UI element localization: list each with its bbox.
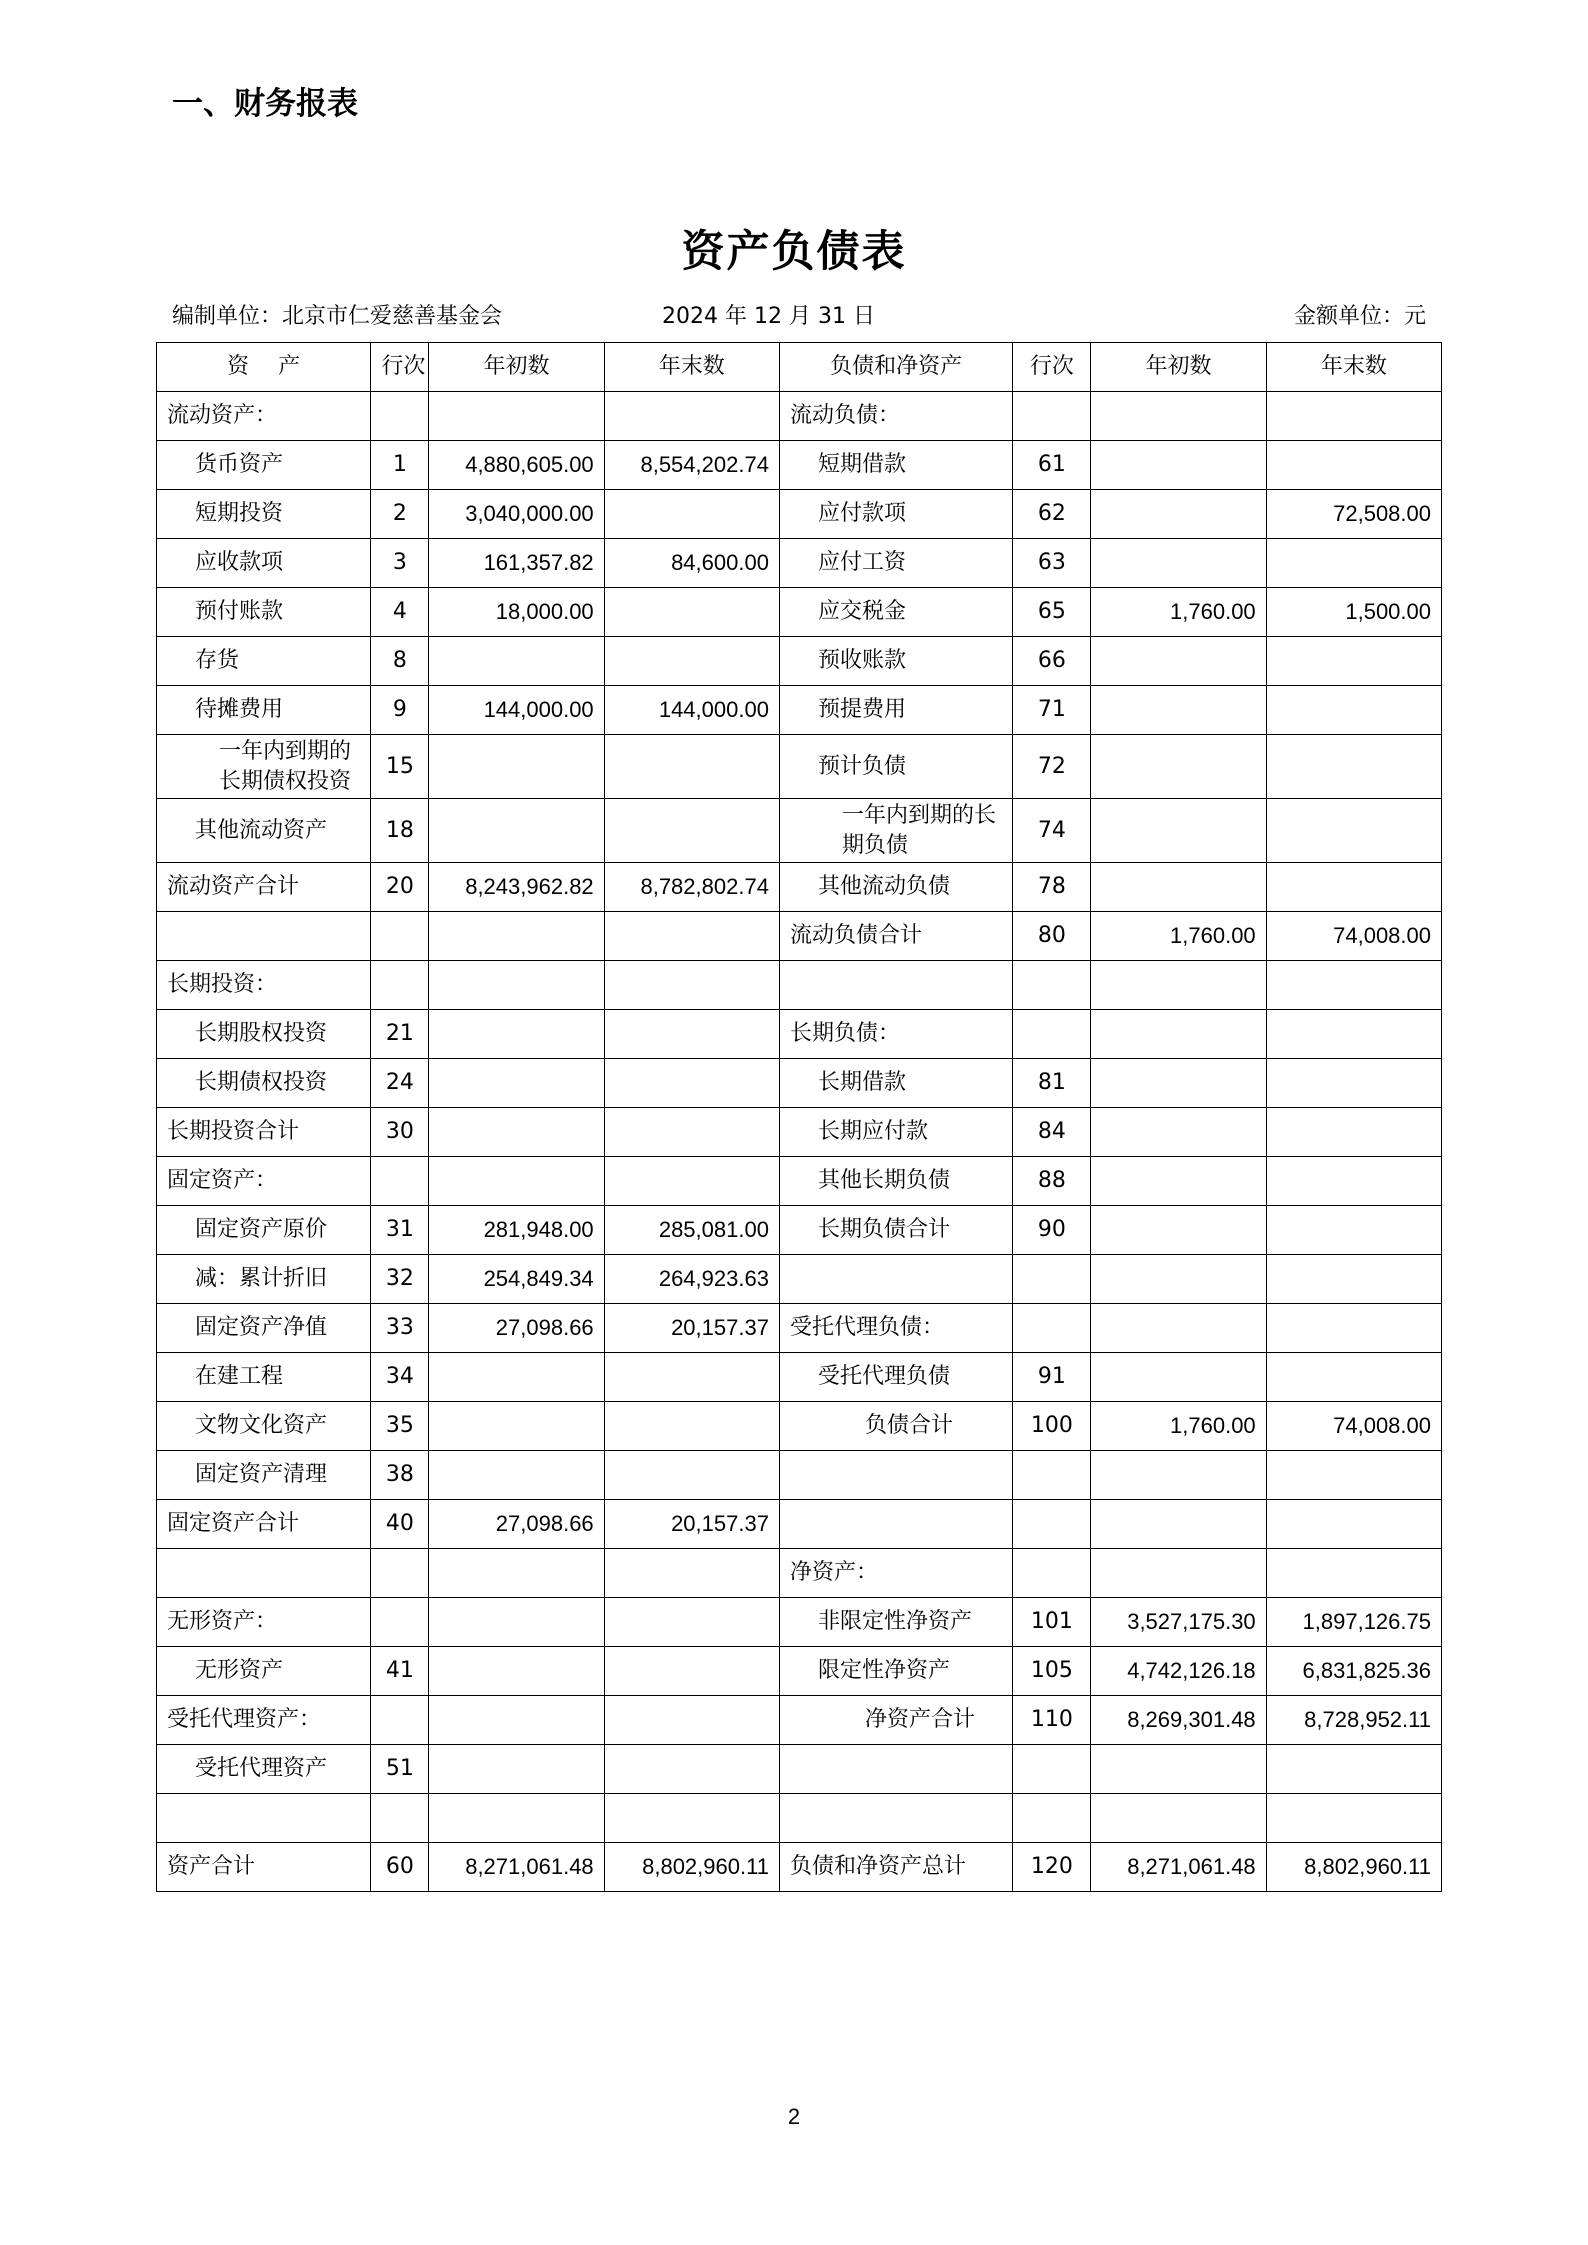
cell-l-begin	[1091, 1157, 1266, 1206]
cell-l-name: 一年内到期的长期负债	[779, 799, 1012, 863]
table-row	[157, 1402, 1442, 1451]
cell-l-row: 78	[1013, 863, 1091, 912]
cell-a-end	[604, 1059, 779, 1108]
cell-a-begin	[429, 912, 604, 961]
header-end-2: 年末数	[1266, 343, 1441, 392]
cell-l-end	[1266, 1059, 1441, 1108]
cell-a-end	[604, 1598, 779, 1647]
cell-l-name	[779, 961, 1012, 1010]
cell-a-name: 应收款项	[157, 539, 371, 588]
cell-l-begin	[1091, 637, 1266, 686]
cell-l-name: 流动负债：	[779, 392, 1012, 441]
cell-l-end	[1266, 1500, 1441, 1549]
cell-a-begin	[429, 1745, 604, 1794]
cell-l-name: 预收账款	[779, 637, 1012, 686]
cell-l-begin: 8,271,061.48	[1091, 1843, 1266, 1892]
cell-l-row: 91	[1013, 1353, 1091, 1402]
table-row	[157, 539, 1442, 588]
cell-l-name	[779, 1745, 1012, 1794]
cell-a-end: 144,000.00	[604, 686, 779, 735]
cell-a-end	[604, 799, 779, 863]
cell-a-begin: 144,000.00	[429, 686, 604, 735]
header-end: 年末数	[604, 343, 779, 392]
cell-a-name	[157, 1549, 371, 1598]
cell-l-row	[1013, 392, 1091, 441]
cell-l-end	[1266, 1010, 1441, 1059]
cell-a-name: 在建工程	[157, 1353, 371, 1402]
cell-l-end	[1266, 1745, 1441, 1794]
cell-l-end	[1266, 637, 1441, 686]
section-heading: 一、财务报表	[172, 86, 358, 122]
cell-l-row: 101	[1013, 1598, 1091, 1647]
cell-a-begin: 8,243,962.82	[429, 863, 604, 912]
cell-l-end: 8,728,952.11	[1266, 1696, 1441, 1745]
cell-l-begin: 8,269,301.48	[1091, 1696, 1266, 1745]
cell-a-begin: 8,271,061.48	[429, 1843, 604, 1892]
cell-a-end	[604, 490, 779, 539]
cell-a-name: 短期投资	[157, 490, 371, 539]
cell-a-end	[604, 1010, 779, 1059]
table-row	[157, 1500, 1442, 1549]
cell-l-row: 120	[1013, 1843, 1091, 1892]
table-row	[157, 1157, 1442, 1206]
cell-a-begin	[429, 735, 604, 799]
cell-a-end	[604, 1353, 779, 1402]
cell-l-name: 应付工资	[779, 539, 1012, 588]
cell-l-name: 应交税金	[779, 588, 1012, 637]
page-number: 2	[787, 2104, 801, 2129]
cell-a-row: 60	[371, 1843, 429, 1892]
table-row	[157, 392, 1442, 441]
cell-l-end	[1266, 1255, 1441, 1304]
cell-l-row: 72	[1013, 735, 1091, 799]
cell-l-name: 净资产：	[779, 1549, 1012, 1598]
cell-l-row	[1013, 1010, 1091, 1059]
cell-l-name: 非限定性净资产	[779, 1598, 1012, 1647]
cell-l-row	[1013, 961, 1091, 1010]
cell-a-name: 流动资产：	[157, 392, 371, 441]
cell-l-end	[1266, 392, 1441, 441]
cell-a-name: 长期投资：	[157, 961, 371, 1010]
cell-a-begin	[429, 1108, 604, 1157]
cell-a-name: 固定资产清理	[157, 1451, 371, 1500]
table-row	[157, 863, 1442, 912]
cell-a-row: 4	[371, 588, 429, 637]
cell-a-end	[604, 1451, 779, 1500]
cell-a-row: 30	[371, 1108, 429, 1157]
table-row	[157, 912, 1442, 961]
cell-l-row	[1013, 1304, 1091, 1353]
cell-a-name: 固定资产合计	[157, 1500, 371, 1549]
cell-a-begin: 281,948.00	[429, 1206, 604, 1255]
cell-l-begin	[1091, 441, 1266, 490]
cell-a-begin	[429, 637, 604, 686]
cell-a-row: 18	[371, 799, 429, 863]
cell-a-row: 1	[371, 441, 429, 490]
cell-a-end: 8,802,960.11	[604, 1843, 779, 1892]
cell-l-name: 受托代理负债：	[779, 1304, 1012, 1353]
cell-l-name	[779, 1794, 1012, 1843]
cell-a-end	[604, 1696, 779, 1745]
cell-l-begin	[1091, 735, 1266, 799]
cell-l-row	[1013, 1794, 1091, 1843]
header-begin-2: 年初数	[1091, 343, 1266, 392]
table-row	[157, 1549, 1442, 1598]
cell-l-end	[1266, 1157, 1441, 1206]
cell-l-begin: 1,760.00	[1091, 588, 1266, 637]
cell-a-name: 预付账款	[157, 588, 371, 637]
cell-l-row: 110	[1013, 1696, 1091, 1745]
cell-a-begin	[429, 1402, 604, 1451]
cell-l-end: 1,500.00	[1266, 588, 1441, 637]
cell-a-row: 41	[371, 1647, 429, 1696]
table-row	[157, 1353, 1442, 1402]
cell-l-name: 长期应付款	[779, 1108, 1012, 1157]
cell-a-row: 9	[371, 686, 429, 735]
cell-l-name: 负债合计	[779, 1402, 1012, 1451]
cell-a-end	[604, 637, 779, 686]
cell-l-begin: 4,742,126.18	[1091, 1647, 1266, 1696]
report-date: 2024 年 12 月 31 日	[662, 304, 875, 329]
cell-l-row: 74	[1013, 799, 1091, 863]
cell-l-end	[1266, 686, 1441, 735]
cell-a-row: 24	[371, 1059, 429, 1108]
cell-a-begin	[429, 1696, 604, 1745]
table-row	[157, 441, 1442, 490]
cell-l-name: 长期负债：	[779, 1010, 1012, 1059]
cell-l-begin	[1091, 863, 1266, 912]
cell-l-name: 受托代理负债	[779, 1353, 1012, 1402]
cell-a-begin	[429, 799, 604, 863]
cell-a-end	[604, 1647, 779, 1696]
cell-a-begin	[429, 392, 604, 441]
cell-a-end: 8,554,202.74	[604, 441, 779, 490]
balance-sheet-table	[156, 342, 1442, 1892]
cell-a-name: 长期股权投资	[157, 1010, 371, 1059]
cell-l-row: 90	[1013, 1206, 1091, 1255]
cell-l-name: 负债和净资产总计	[779, 1843, 1012, 1892]
cell-a-end	[604, 1745, 779, 1794]
cell-l-name: 长期借款	[779, 1059, 1012, 1108]
cell-a-begin: 27,098.66	[429, 1304, 604, 1353]
cell-l-begin	[1091, 799, 1266, 863]
cell-a-row: 51	[371, 1745, 429, 1794]
cell-a-row	[371, 1549, 429, 1598]
cell-l-begin	[1091, 1794, 1266, 1843]
cell-a-row	[371, 1157, 429, 1206]
cell-l-begin: 1,760.00	[1091, 1402, 1266, 1451]
cell-l-begin	[1091, 1500, 1266, 1549]
cell-l-row: 88	[1013, 1157, 1091, 1206]
cell-l-begin	[1091, 686, 1266, 735]
cell-a-begin	[429, 1794, 604, 1843]
cell-a-begin	[429, 1059, 604, 1108]
cell-a-begin	[429, 1451, 604, 1500]
cell-a-name: 减：累计折旧	[157, 1255, 371, 1304]
cell-l-name	[779, 1500, 1012, 1549]
cell-l-row: 81	[1013, 1059, 1091, 1108]
cell-l-begin	[1091, 1010, 1266, 1059]
cell-a-name: 流动资产合计	[157, 863, 371, 912]
table-row	[157, 1108, 1442, 1157]
cell-a-name: 长期投资合计	[157, 1108, 371, 1157]
cell-l-begin	[1091, 1206, 1266, 1255]
table-row	[157, 1745, 1442, 1794]
table-row	[157, 1647, 1442, 1696]
cell-l-begin	[1091, 1059, 1266, 1108]
cell-a-row: 38	[371, 1451, 429, 1500]
cell-l-begin	[1091, 1745, 1266, 1794]
cell-a-end	[604, 392, 779, 441]
cell-l-row	[1013, 1451, 1091, 1500]
cell-l-begin	[1091, 1451, 1266, 1500]
cell-l-name	[779, 1451, 1012, 1500]
cell-l-row: 65	[1013, 588, 1091, 637]
cell-a-name: 无形资产：	[157, 1598, 371, 1647]
cell-l-row: 100	[1013, 1402, 1091, 1451]
cell-l-end: 6,831,825.36	[1266, 1647, 1441, 1696]
cell-l-row	[1013, 1500, 1091, 1549]
cell-a-row: 8	[371, 637, 429, 686]
cell-l-row: 63	[1013, 539, 1091, 588]
cell-l-row: 61	[1013, 441, 1091, 490]
table-row	[157, 588, 1442, 637]
cell-l-begin: 1,760.00	[1091, 912, 1266, 961]
cell-l-end: 74,008.00	[1266, 1402, 1441, 1451]
cell-a-end	[604, 1794, 779, 1843]
table-row	[157, 1696, 1442, 1745]
cell-l-name: 短期借款	[779, 441, 1012, 490]
cell-l-begin	[1091, 1304, 1266, 1353]
cell-l-end	[1266, 1108, 1441, 1157]
table-row	[157, 1843, 1442, 1892]
cell-a-begin	[429, 1549, 604, 1598]
cell-a-name	[157, 912, 371, 961]
cell-a-name: 货币资产	[157, 441, 371, 490]
header-begin: 年初数	[429, 343, 604, 392]
cell-a-row: 20	[371, 863, 429, 912]
cell-l-end: 8,802,960.11	[1266, 1843, 1441, 1892]
table-row	[157, 637, 1442, 686]
cell-a-end	[604, 961, 779, 1010]
header-liability: 负债和净资产	[779, 343, 1012, 392]
cell-l-end: 74,008.00	[1266, 912, 1441, 961]
table-row	[157, 961, 1442, 1010]
cell-l-end: 72,508.00	[1266, 490, 1441, 539]
cell-a-name: 一年内到期的长期债权投资	[157, 735, 371, 799]
cell-a-name	[157, 1794, 371, 1843]
cell-l-name	[779, 1255, 1012, 1304]
cell-l-begin	[1091, 961, 1266, 1010]
table-row	[157, 1059, 1442, 1108]
cell-l-end	[1266, 1353, 1441, 1402]
cell-a-end: 84,600.00	[604, 539, 779, 588]
cell-l-row: 84	[1013, 1108, 1091, 1157]
cell-a-name: 固定资产净值	[157, 1304, 371, 1353]
cell-l-name: 其他流动负债	[779, 863, 1012, 912]
cell-l-begin	[1091, 392, 1266, 441]
cell-l-name: 长期负债合计	[779, 1206, 1012, 1255]
cell-l-end	[1266, 1794, 1441, 1843]
cell-a-begin: 161,357.82	[429, 539, 604, 588]
cell-l-end	[1266, 1549, 1441, 1598]
cell-a-name: 长期债权投资	[157, 1059, 371, 1108]
preparing-unit: 编制单位：北京市仁爱慈善基金会	[172, 304, 503, 329]
cell-l-end	[1266, 441, 1441, 490]
header-asset: 资 产	[157, 343, 371, 392]
cell-a-begin	[429, 1598, 604, 1647]
cell-a-name: 受托代理资产	[157, 1745, 371, 1794]
table-row	[157, 1451, 1442, 1500]
cell-a-name: 待摊费用	[157, 686, 371, 735]
cell-l-end	[1266, 735, 1441, 799]
cell-a-begin	[429, 1157, 604, 1206]
cell-a-name: 固定资产原价	[157, 1206, 371, 1255]
cell-l-row: 66	[1013, 637, 1091, 686]
cell-l-begin	[1091, 490, 1266, 539]
cell-a-row: 35	[371, 1402, 429, 1451]
cell-a-row: 32	[371, 1255, 429, 1304]
cell-l-name: 预提费用	[779, 686, 1012, 735]
cell-a-end	[604, 1157, 779, 1206]
cell-l-begin: 3,527,175.30	[1091, 1598, 1266, 1647]
header-row-no: 行次	[371, 343, 429, 392]
cell-a-row: 40	[371, 1500, 429, 1549]
cell-a-begin: 27,098.66	[429, 1500, 604, 1549]
table-header-row	[157, 343, 1442, 392]
table-row	[157, 799, 1442, 863]
cell-a-begin: 18,000.00	[429, 588, 604, 637]
cell-a-end	[604, 1549, 779, 1598]
cell-a-end	[604, 735, 779, 799]
cell-a-row	[371, 961, 429, 1010]
cell-l-row: 80	[1013, 912, 1091, 961]
currency-unit: 金额单位：元	[1293, 304, 1426, 329]
cell-a-row: 15	[371, 735, 429, 799]
cell-l-name: 限定性净资产	[779, 1647, 1012, 1696]
cell-l-end	[1266, 1451, 1441, 1500]
cell-a-row	[371, 392, 429, 441]
cell-l-row: 62	[1013, 490, 1091, 539]
cell-a-name: 资产合计	[157, 1843, 371, 1892]
cell-l-row: 105	[1013, 1647, 1091, 1696]
table-body	[157, 392, 1442, 1892]
cell-a-begin: 3,040,000.00	[429, 490, 604, 539]
cell-l-end	[1266, 961, 1441, 1010]
table-row	[157, 1255, 1442, 1304]
table-row	[157, 1010, 1442, 1059]
cell-a-row: 21	[371, 1010, 429, 1059]
table-row	[157, 1598, 1442, 1647]
cell-a-end	[604, 912, 779, 961]
cell-l-row	[1013, 1549, 1091, 1598]
cell-l-begin	[1091, 539, 1266, 588]
cell-a-begin	[429, 961, 604, 1010]
cell-l-row	[1013, 1255, 1091, 1304]
cell-a-name: 无形资产	[157, 1647, 371, 1696]
cell-l-name: 预计负债	[779, 735, 1012, 799]
cell-l-begin	[1091, 1353, 1266, 1402]
table-row	[157, 1794, 1442, 1843]
cell-a-row	[371, 1696, 429, 1745]
cell-a-name: 存货	[157, 637, 371, 686]
cell-a-row: 34	[371, 1353, 429, 1402]
cell-l-begin	[1091, 1108, 1266, 1157]
table-row	[157, 686, 1442, 735]
cell-l-name: 应付款项	[779, 490, 1012, 539]
cell-l-end	[1266, 1304, 1441, 1353]
table-row	[157, 735, 1442, 799]
cell-a-end: 285,081.00	[604, 1206, 779, 1255]
table-row	[157, 1304, 1442, 1353]
cell-a-row: 3	[371, 539, 429, 588]
cell-a-begin	[429, 1010, 604, 1059]
cell-a-row: 2	[371, 490, 429, 539]
cell-a-end: 20,157.37	[604, 1500, 779, 1549]
cell-l-end	[1266, 539, 1441, 588]
cell-a-begin	[429, 1353, 604, 1402]
cell-l-name: 净资产合计	[779, 1696, 1012, 1745]
cell-a-begin: 4,880,605.00	[429, 441, 604, 490]
cell-a-end	[604, 588, 779, 637]
cell-a-end	[604, 1402, 779, 1451]
cell-l-row: 71	[1013, 686, 1091, 735]
cell-a-end: 20,157.37	[604, 1304, 779, 1353]
cell-l-end	[1266, 1206, 1441, 1255]
cell-l-end	[1266, 863, 1441, 912]
cell-a-begin: 254,849.34	[429, 1255, 604, 1304]
cell-l-begin	[1091, 1255, 1266, 1304]
cell-a-name: 受托代理资产：	[157, 1696, 371, 1745]
document-title: 资产负债表	[681, 227, 907, 277]
table-row	[157, 1206, 1442, 1255]
cell-a-begin	[429, 1647, 604, 1696]
cell-l-name: 其他长期负债	[779, 1157, 1012, 1206]
cell-l-end: 1,897,126.75	[1266, 1598, 1441, 1647]
cell-a-end	[604, 1108, 779, 1157]
header-row-no-2: 行次	[1013, 343, 1091, 392]
cell-a-end: 8,782,802.74	[604, 863, 779, 912]
cell-a-row: 33	[371, 1304, 429, 1353]
cell-l-row	[1013, 1745, 1091, 1794]
cell-a-row	[371, 912, 429, 961]
cell-a-name: 文物文化资产	[157, 1402, 371, 1451]
cell-a-row	[371, 1794, 429, 1843]
cell-a-row: 31	[371, 1206, 429, 1255]
cell-a-end: 264,923.63	[604, 1255, 779, 1304]
cell-a-name: 其他流动资产	[157, 799, 371, 863]
cell-a-row	[371, 1598, 429, 1647]
cell-a-name: 固定资产：	[157, 1157, 371, 1206]
cell-l-end	[1266, 799, 1441, 863]
cell-l-name: 流动负债合计	[779, 912, 1012, 961]
cell-l-begin	[1091, 1549, 1266, 1598]
table-row	[157, 490, 1442, 539]
